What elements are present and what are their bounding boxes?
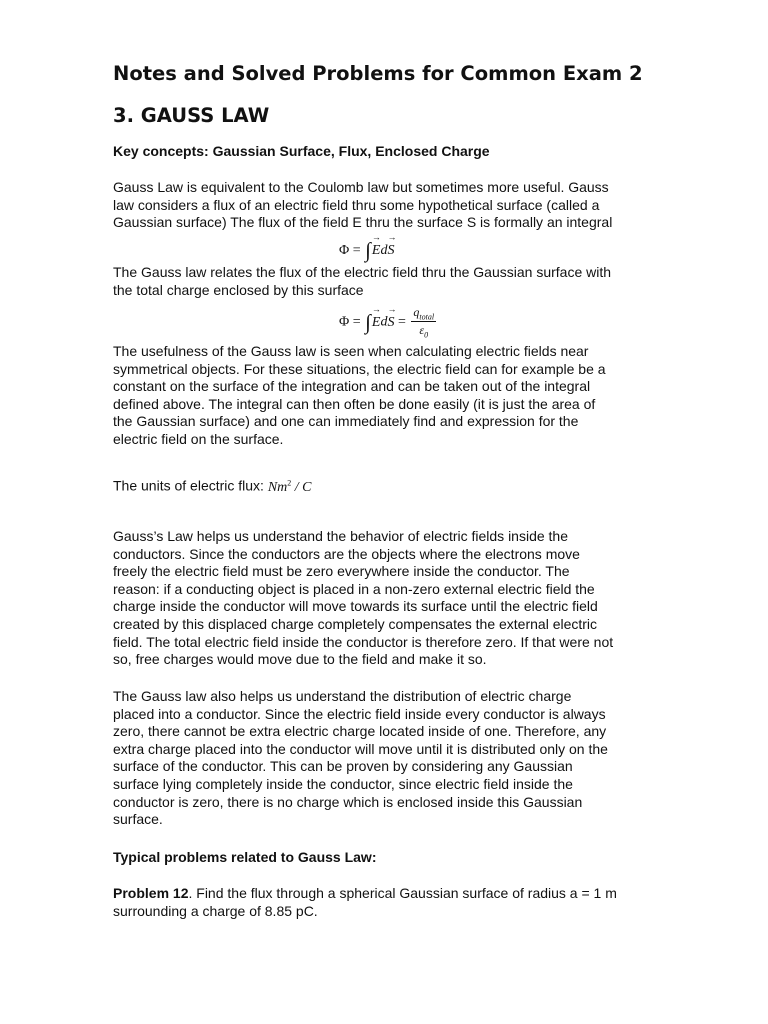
problem-12: [113, 885, 673, 920]
text-line: The usefulness of the Gauss law is seen when calculating electric fields near: [113, 343, 589, 359]
surface-vector: → S: [387, 243, 394, 259]
text-line: The Gauss law relates the flux of the electric field thru the Gaussian surface with: [113, 264, 612, 280]
fraction-denominator: [411, 322, 436, 339]
fraction-numerator: [411, 305, 436, 322]
text-line: The Gauss law also helps us understand the distribution of electric charge: [113, 688, 572, 704]
text-line: surrounding a charge of 8.85 pC.: [113, 902, 318, 919]
relates-paragraph: [113, 264, 673, 299]
text-line: Gauss’s Law helps us understand the behavior of electric fields inside the: [113, 528, 569, 544]
text-line: [113, 885, 673, 903]
units-per-coulomb: / C: [291, 479, 312, 495]
text-line: conductor is zero, there is no charge which is enclosed inside this Gaussian: [113, 793, 583, 810]
text-line: zero, there cannot be extra electric charge located inside of one. Therefore, any: [113, 723, 607, 740]
text-line: placed into a conductor. Since the electric field inside every conductor is always: [113, 705, 606, 722]
text-line: symmetrical objects. For these situations, the electric field can for example be a: [113, 360, 606, 377]
charge-fraction: [411, 305, 436, 340]
text-line: created by this displaced charge completely compensates the external electric: [113, 615, 598, 632]
text-line: field. The total electric field inside the conductor is therefore zero. If that were not: [113, 633, 614, 650]
text-line: conductors. Since the conductors are the objects where the electrons move: [113, 545, 580, 562]
usefulness-paragraph: [113, 343, 673, 449]
text-line: Gauss Law is equivalent to the Coulomb law but sometimes more useful. Gauss: [113, 179, 609, 195]
text-line: surface.: [113, 811, 163, 828]
intro-paragraph: [113, 179, 673, 232]
text-line: electric field on the surface.: [113, 430, 284, 447]
problem-label: Problem 12: [113, 885, 189, 901]
flux-equation: [339, 235, 394, 260]
text-line: surface lying completely inside the conductor, since electric field inside the: [113, 775, 573, 792]
gauss-law-equation: [339, 305, 436, 340]
field-vector: → E: [372, 243, 381, 259]
differential: d: [380, 243, 388, 258]
flux-symbol: Φ =: [339, 314, 365, 330]
integral-sign: ∫: [365, 309, 371, 334]
equals-sign: =: [394, 314, 410, 330]
text-line: law considers a flux of an electric field thru some hypothetical surface (called a: [113, 196, 600, 213]
differential: d: [380, 314, 388, 330]
epsilon-symbol: ε: [419, 323, 425, 338]
surface-vector: → S: [387, 315, 394, 331]
units-line: [113, 474, 673, 496]
text-line: the Gaussian surface) and one can immediately find and expression for the: [113, 413, 579, 430]
units-nm: Nm: [267, 479, 288, 495]
text-line: charge inside the conductor will move towards its surface until the electric field: [113, 598, 598, 615]
units-label: The units of electric flux:: [113, 477, 268, 494]
document-title: Notes and Solved Problems for Common Exam 2: [113, 62, 643, 85]
field-vector: → E: [372, 315, 381, 331]
flux-symbol: Φ =: [339, 243, 365, 258]
section-heading: 3. GAUSS LAW: [113, 104, 270, 127]
text-line: Gaussian surface) The flux of the field E thru the surface S is formally an integral: [113, 214, 613, 231]
charge-symbol: q: [413, 305, 420, 319]
problem-text: . Find the flux through a spherical Gaussian surface of radius a = 1 m: [188, 885, 617, 901]
key-concepts: Key concepts: Gaussian Surface, Flux, Enclosed Charge: [113, 143, 490, 159]
charge-subscript: total: [419, 312, 435, 322]
text-line: extra charge placed into the conductor will move until it is distributed only on the: [113, 740, 608, 757]
text-line: surface of the conductor. This can be proven by considering any Gaussian: [113, 758, 573, 775]
text-line: constant on the surface of the integration and can be taken out of the integral: [113, 378, 591, 395]
text-line: reason: if a conducting object is placed in a non-zero external electric field the: [113, 580, 595, 597]
units-expression: [268, 480, 312, 495]
text-line: defined above. The integral can then often be done easily (it is just the area of: [113, 395, 596, 412]
distribution-paragraph: [113, 688, 673, 829]
text-line: the total charge enclosed by this surface: [113, 281, 364, 298]
text-line: so, free charges would move due to the field and make it so.: [113, 651, 487, 668]
units-exponent: 2: [287, 478, 292, 487]
typical-problems-heading: Typical problems related to Gauss Law:: [113, 849, 377, 865]
conductors-paragraph: [113, 528, 673, 669]
text-line: freely the electric field must be zero everywhere inside the conductor. The: [113, 563, 570, 580]
epsilon-subscript: 0: [424, 330, 429, 340]
integral-sign: ∫: [365, 238, 371, 262]
